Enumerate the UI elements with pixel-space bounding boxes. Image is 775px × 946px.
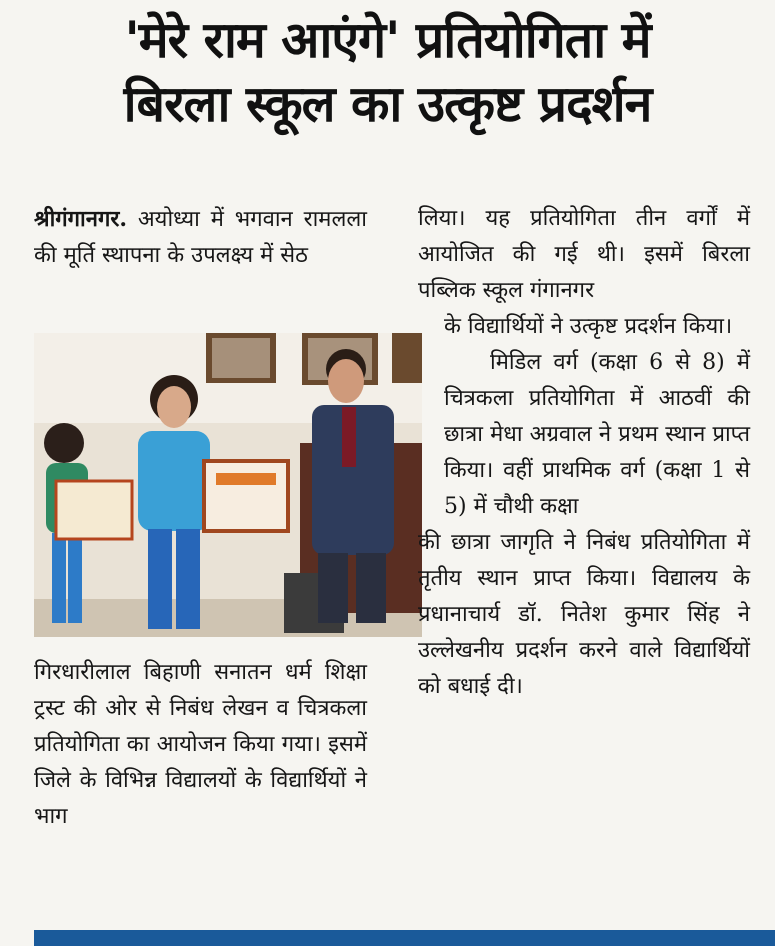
bottom-color-bar (34, 930, 775, 946)
article-paragraph-indented (418, 309, 750, 525)
article-paragraph: गिरधारीलाल बिहाणी सनातन धर्म शिक्षा ट्रस्ट की ओर से निबंध लेखन व चित्रकला प्रतियोगिता का आयोजन किया गया। इसमें जिले के विभिन्न विद्यालयों के विद्यार्थियों ने भाग (34, 660, 367, 829)
article-column-left-top (34, 201, 367, 274)
headline (0, 8, 775, 136)
article-paragraph: के विद्यार्थियों ने उत्कृष्ट प्रदर्शन किया। (444, 314, 733, 339)
photo-illustration (34, 333, 422, 637)
article-paragraph: की छात्रा जागृति ने निबंध प्रतियोगिता में तृतीय स्थान प्राप्त किया। विद्यालय के प्रधानाचार्य डॉ. नितेश कुमार सिंह ने उल्लेखनीय प्रदर्शन करने वाले विद्यार्थियों को बधाई दी। (418, 530, 750, 699)
article-column-left-bottom (34, 655, 367, 835)
news-photo (34, 333, 422, 637)
article-text: अयोध्या में भगवान रामलला की मूर्ति स्थापना के उपलक्ष्य में सेठ (34, 207, 367, 268)
headline-line-2: बिरला स्कूल का उत्कृष्ट प्रदर्शन (123, 75, 652, 133)
article-paragraph (34, 201, 367, 274)
dateline: श्रीगंगानगर. (34, 206, 127, 232)
article-column-right (418, 201, 750, 705)
article-paragraph: मिडिल वर्ग (कक्षा 6 से 8) में चित्रकला प्रतियोगिता में आठवीं की छात्रा मेधा अग्रवाल ने प्रथम स्थान प्राप्त किया। वहीं प्राथमिक वर्ग (कक्षा 1 से 5) में चौथी कक्षा (444, 350, 750, 519)
article-paragraph: लिया। यह प्रतियोगिता तीन वर्गों में आयोजित की गई थी। इसमें बिरला पब्लिक स्कूल गंगानगर (418, 206, 750, 303)
headline-line-1: 'मेरे राम आएंगे' प्रतियोगिता में (124, 11, 651, 69)
